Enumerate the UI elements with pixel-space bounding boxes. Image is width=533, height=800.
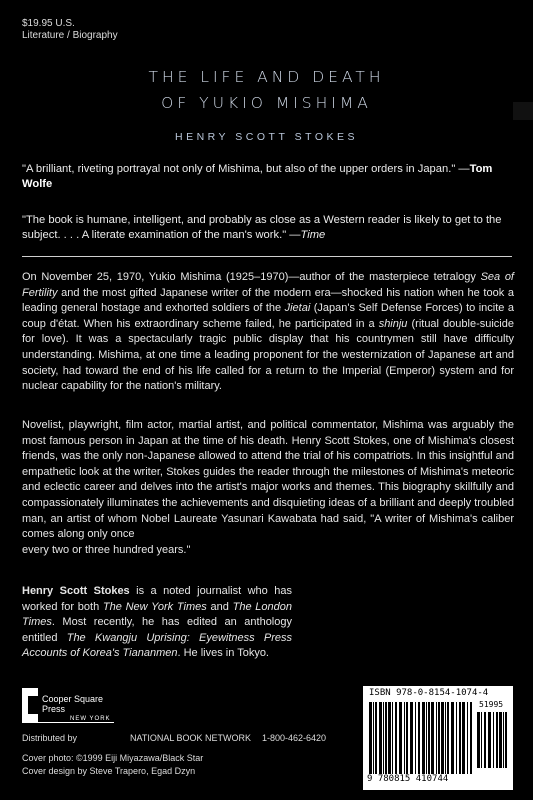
description-paragraph-2 (22, 418, 514, 558)
barcode (363, 686, 513, 790)
barcode-bars-icon (369, 702, 473, 774)
author-bio (22, 584, 292, 662)
bio-text: is a noted journalist who has worked for both (22, 585, 292, 613)
distributor: NATIONAL BOOK NETWORK (130, 733, 252, 743)
quote-2 (22, 213, 514, 243)
bio-text: . He lives in Tokyo. (177, 647, 269, 660)
quote-2-source: Time (300, 229, 326, 241)
design-credit: Cover design by Steve Trapero, Egad Dzyn (22, 766, 196, 776)
divider (22, 256, 512, 257)
price-block (22, 18, 118, 42)
bio-text: and (206, 600, 233, 613)
logo-line-1: Cooper Square Press (42, 694, 104, 714)
desc-text: (ritual double-suicide for love). It was a spectacularly tragic public display that his countrymen still have difficulty understanding. Mishima, at one time a leading proponent for the westernization of Japanese art and society, had toward the end of his life called for a return to the Imperial (Emperor) system and for nuclear capability for the nation's military. (22, 317, 514, 393)
barcode-addon-bars-icon (477, 712, 509, 768)
title-line-1: THE LIFE AND DEATH (148, 68, 385, 86)
bio-italic: The Kwangju Uprising: Eyewitness Press Accounts of Korea's Tiananmen (22, 631, 292, 660)
price: $19.95 U.S. (22, 18, 75, 29)
desc-italic: shinju (378, 317, 408, 330)
desc-quote: "A writer of Mishima's caliber comes along only once (22, 512, 515, 541)
title-line-2: OF YUKIO MISHIMA (161, 94, 372, 112)
desc-quote: every two or three hundred years." (22, 543, 191, 556)
author-name: HENRY SCOTT STOKES (174, 131, 358, 143)
desc-italic: Jietai (284, 302, 311, 315)
photo-credit: Cover photo: ©1999 Eiji Miyazawa/Black Star (22, 753, 204, 763)
isbn: ISBN 978-0-8154-1074-4 (369, 688, 489, 698)
quote-1 (22, 162, 514, 192)
ean-number: 9 780815 410744 (367, 774, 449, 784)
barcode-addon: 51995 (479, 700, 504, 709)
book-title (0, 64, 533, 116)
publisher-logo (22, 686, 114, 730)
quote-2-text: "The book is humane, intelligent, and probably as close as a Western reader is likely to get to the subject. . . . A literate examination of the man's work." — (22, 214, 502, 241)
bio-text: . Most recently, he has edited an anthology entitled (22, 616, 292, 644)
bio-name: Henry Scott Stokes (22, 585, 130, 597)
bio-italic: The London Times (22, 600, 293, 629)
logo-line-2: NEW YORK (70, 716, 111, 722)
category: Literature / Biography (22, 30, 118, 41)
quote-1-text: "A brilliant, riveting portrayal not only of Mishima, but also of the upper orders in Japan." — (22, 163, 470, 175)
description-paragraph-1 (22, 270, 514, 395)
desc-text: (Japan's Self Defense Forces) to incite a coup d'état. When his extraordinary scheme failed, he participated in a (22, 302, 514, 330)
distributed-label: Distributed by (22, 733, 78, 743)
desc-text: and the most gifted Japanese writer of the modern era—shocked his nation when he took a leading general hostage and exhorted soldiers of the (22, 286, 514, 315)
desc-italic: Sea of Fertility (22, 271, 514, 299)
quote-1-source: Tom Wolfe (22, 163, 493, 190)
phone: 1-800-462-6420 (262, 733, 327, 743)
desc-text: On November 25, 1970, Yukio Mishima (1925–1970)—author of the masterpiece tetralogy (22, 271, 481, 283)
desc-text: Novelist, playwright, film actor, martial artist, and political commentator, Mishima was arguably the most famous person in Japan at the time of his death. Henry Scott Stokes, one of Mishima's closest friends, was the only non-Japanese allowed to attend the trial of his compatriots. In this insightful and empathetic look at the writer, Stokes guides the reader through the milestones of Mishima's meteoric and eclectic career and delves into the artist's major works and themes. This biography skillfully and compassionately illuminates the achievements and disquieting ideas of a brilliant and deeply troubled man, an artist of whom Nobel Laureate Yasunari Kawabata had said, (22, 419, 514, 525)
bio-italic: The New York Times (102, 600, 207, 613)
